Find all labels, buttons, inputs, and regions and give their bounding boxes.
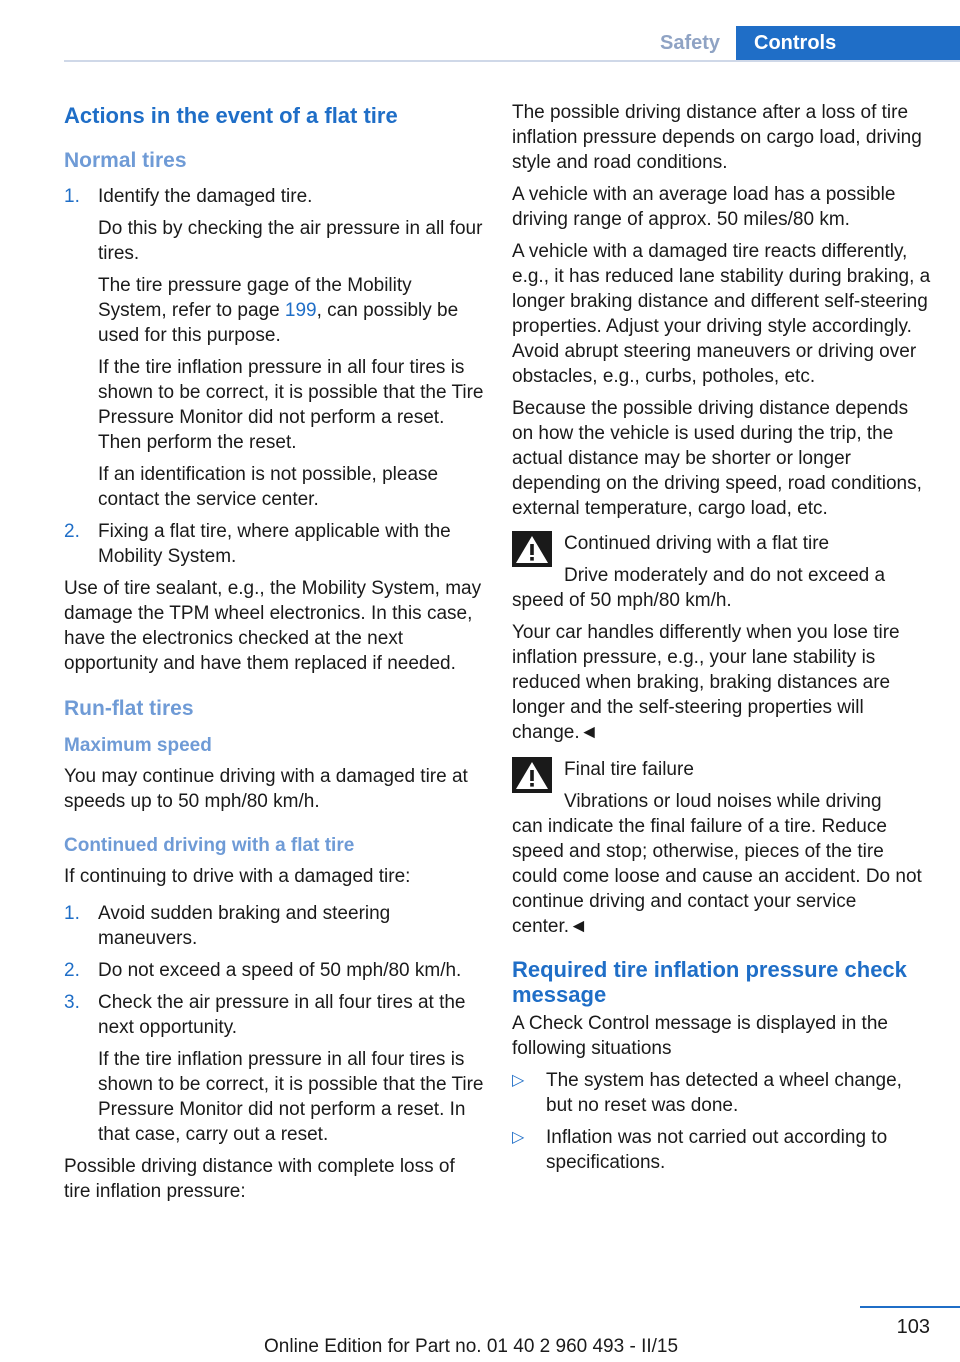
- paragraph: The possible driving distance after a loss of tire inflation pressure depends on cargo load, driving style and road conditions.: [512, 102, 922, 173]
- edition-footer: Online Edition for Part no. 01 40 2 960 493 - II/15: [264, 1336, 679, 1357]
- list-item: [64, 958, 484, 983]
- paragraph: A vehicle with a damaged tire reacts differently, e.g., it has reduced lane stability during braking, a longer braking distance and different self-steering properties. Adjust your driving style accordingly. Avoid abrupt steering maneuvers or driving over obstacles, e.g., curbs, potholes, etc.: [512, 241, 931, 387]
- list-item: [512, 1068, 932, 1118]
- paragraph: You may continue driving with a damaged tire at speeds up to 50 mph/80 km/h.: [64, 766, 468, 812]
- list-number: 1.: [64, 903, 80, 924]
- paragraph: Because the possible driving distance depends on how the vehicle is used during the trip, the actual distance may be shorter or longer depending on the driving speed, road conditions, external temperature, cargo load, etc.: [512, 398, 922, 519]
- list-item: [64, 519, 484, 569]
- list-number: 1.: [64, 186, 80, 207]
- tab-safety[interactable]: Safety: [659, 32, 721, 54]
- warning-text: Your car handles differently when you lose tire inflation pressure, e.g., your lane stability is reduced when braking, braking distances are longer and the self-steering properties will change.◄: [512, 622, 900, 743]
- paragraph: If continuing to drive with a damaged tire:: [64, 866, 411, 887]
- warning-text: Drive moderately and do not exceed a: [564, 565, 886, 586]
- warning-triangle-icon: [512, 531, 552, 567]
- heading-maximum-speed: Maximum speed: [64, 735, 212, 756]
- list-number: 2.: [64, 960, 80, 981]
- paragraph: Inflation was not carried out according to specifications.: [546, 1127, 888, 1173]
- warning-title: Final tire failure: [564, 759, 694, 780]
- paragraph: Fixing a flat tire, where applicable with the Mobility System.: [98, 521, 451, 567]
- page-reference-link[interactable]: 199: [284, 300, 317, 321]
- heading-normal-tires: Normal tires: [64, 149, 187, 172]
- bullet-triangle-icon: ▷: [512, 1072, 525, 1089]
- section-title: Actions in the event of a flat tire: [64, 103, 398, 128]
- left-column: [64, 100, 484, 1211]
- heading-continued-driving: Continued driving with a flat tire: [64, 835, 355, 856]
- list-item: [64, 901, 484, 951]
- bullet-triangle-icon: ▷: [512, 1129, 525, 1146]
- paragraph: If an identification is not possible, please contact the service center.: [98, 464, 439, 510]
- warning-text: Vibrations or loud noises while driving: [564, 791, 882, 812]
- text-fragment: The tire pressure gage of the Mobility System, refer to page: [98, 275, 412, 321]
- warning-block: [512, 531, 932, 745]
- paragraph: A vehicle with an average load has a possible driving range of approx. 50 miles/80 km.: [512, 184, 896, 230]
- warning-title: Continued driving with a flat tire: [564, 533, 830, 554]
- text-fragment: , can possibly be used for this purpose.: [98, 300, 459, 346]
- paragraph: Possible driving distance with complete loss of tire inflation pressure:: [64, 1156, 455, 1202]
- warning-text: speed of 50 mph/80 km/h.: [512, 590, 732, 611]
- list-item: [512, 1125, 932, 1175]
- paragraph: If the tire inflation pressure in all four tires is shown to be correct, it is possible that the Tire Pressure Monitor did not perform a reset. Then perform the reset.: [98, 357, 484, 453]
- page-number: 103: [896, 1316, 930, 1338]
- paragraph: If the tire inflation pressure in all four tires is shown to be correct, it is possible that the Tire Pressure Monitor did not perform a reset. In that case, carry out a reset.: [98, 1049, 484, 1145]
- heading-pressure-check-message: Required tire inflation pressure check message: [512, 957, 907, 1007]
- paragraph: [98, 273, 484, 348]
- list-item: [64, 184, 484, 512]
- list-number: 3.: [64, 992, 80, 1013]
- paragraph: A Check Control message is displayed in the following situations: [512, 1013, 888, 1059]
- tab-controls[interactable]: Controls: [736, 26, 960, 62]
- heading-run-flat-tires: Run-flat tires: [64, 697, 194, 720]
- paragraph: The system has detected a wheel change, but no reset was done.: [546, 1070, 902, 1116]
- paragraph: Do not exceed a speed of 50 mph/80 km/h.: [98, 960, 462, 981]
- footer-divider: [860, 1306, 960, 1308]
- paragraph: Do this by checking the air pressure in all four tires.: [98, 218, 483, 264]
- header-divider: [64, 60, 960, 62]
- list-number: 2.: [64, 521, 80, 542]
- list-item: [64, 990, 484, 1147]
- right-column: [512, 100, 932, 1182]
- warning-text: can indicate the final failure of a tire. Reduce speed and stop; otherwise, pieces of the tire could come loose and cause an accident. Do not continue driving and contact your service center.◄: [512, 816, 922, 937]
- paragraph: Check the air pressure in all four tires at the next opportunity.: [98, 992, 466, 1038]
- paragraph: Use of tire sealant, e.g., the Mobility System, may damage the TPM wheel electronics. In this case, have the electronics checked at the next opportunity and have them replaced if needed.: [64, 578, 482, 674]
- warning-block: [512, 757, 932, 939]
- paragraph: Identify the damaged tire.: [98, 186, 313, 207]
- warning-triangle-icon: [512, 757, 552, 793]
- paragraph: Avoid sudden braking and steering maneuvers.: [98, 903, 391, 949]
